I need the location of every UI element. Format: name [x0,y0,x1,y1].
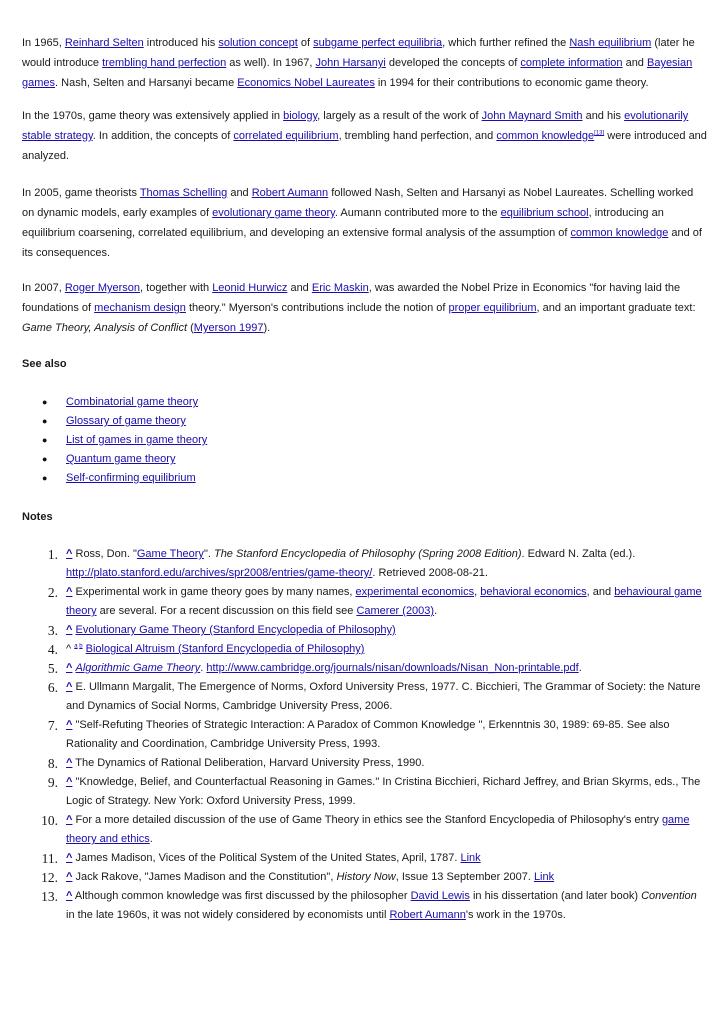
note-backlink[interactable]: ^ [66,776,73,788]
link-proper-equilibrium[interactable]: proper equilibrium [448,302,537,314]
link-combinatorial-game-theory[interactable]: Combinatorial game theory [66,396,199,408]
note-item: 5. ^ Algorithmic Game Theory. http://www.cambridge.org/journals/nisan/downloads/Nisan_Non-printable.pdf. [47,661,582,676]
note-backlink[interactable]: ^ [66,871,73,883]
link-evolutionary-game-theory-sep[interactable]: Evolutionary Game Theory (Stanford Encyclopedia of Philosophy) [75,624,396,636]
list-item [0,412,700,431]
note-item: 10. ^ For a more detailed discussion of the use of Game Theory in ethics see the Stanford Encyclopedia of Philosophy's entry game theory and ethics. [41,813,690,845]
link-david-lewis[interactable]: David Lewis [410,890,470,902]
list-item [0,469,700,488]
note-backlink[interactable]: ^ [66,719,73,731]
link-self-confirming-equilibrium[interactable]: Self-confirming equilibrium [66,472,196,484]
note-item: 9. ^ "Knowledge, Belief, and Counterfactual Reasoning in Games." In Cristina Bicchieri, Richard Jeffrey, and Brian Skyrms, eds., The Logic of Strategy. New York: Oxford University Press, 1999. [47,775,701,807]
note-item: 8. ^ The Dynamics of Rational Deliberation, Harvard University Press, 1990. [47,756,425,771]
note-item: 1. ^ Ross, Don. "Game Theory". The Stanford Encyclopedia of Philosophy (Spring 2008 Edition). Edward N. Zalta (ed.). http://plato.stanford.edu/archives/spr2008/entries/game-theory/. Retrieved 2008-08-21. [47,547,636,579]
link-reinhard-selten[interactable]: Reinhard Selten [64,37,144,49]
link-experimental-economics[interactable]: experimental economics [355,586,475,598]
citation-13[interactable]: [13] [594,130,605,137]
link-evolutionary-game-theory[interactable]: evolutionary game theory [212,207,335,219]
link-roger-myerson[interactable]: Roger Myerson [64,282,141,294]
link-common-knowledge-2[interactable]: common knowledge [570,227,669,239]
note-backlink[interactable]: ^ [66,890,73,902]
link-thomas-schelling[interactable]: Thomas Schelling [139,187,228,199]
note-backlink[interactable]: ^ [66,681,73,693]
link-behavioural-game-theory[interactable]: behavioural game theory [66,586,702,617]
link-evolutionarily-stable-strategy[interactable]: evolutionarily stable strategy [22,110,689,142]
link-quantum-game-theory[interactable]: Quantum game theory [66,453,176,465]
link-game-theory-sep[interactable]: Game Theory [136,548,204,560]
note-item: 2. ^ Experimental work in game theory goes by many names, experimental economics, behavioral economics, and behavioural game theory are several. For a recent discussion on this field see Camerer (2003). [47,585,702,617]
note-backlink[interactable]: ^ [66,548,73,560]
note-backlink[interactable]: ^ [66,624,73,636]
list-item [0,393,700,412]
link-biology[interactable]: biology [283,110,318,122]
link-correlated-equilibrium[interactable]: correlated equilibrium [233,130,339,142]
link-plato-url[interactable]: http://plato.stanford.edu/archives/spr2008/entries/game-theory/ [66,567,373,579]
link-camerer-2003[interactable]: Camerer (2003) [356,605,435,617]
link-subgame-perfect-equilibria[interactable]: subgame perfect equilibria [313,37,443,49]
link-cambridge-url[interactable]: http://www.cambridge.org/journals/nisan/downloads/Nisan_Non-printable.pdf [206,662,579,674]
link-biological-altruism[interactable]: Biological Altruism (Stanford Encyclopedia of Philosophy) [85,643,365,655]
link-madison-vices[interactable]: Link [460,852,481,864]
link-list-of-games[interactable]: List of games in game theory [66,434,208,446]
note-backlink[interactable]: ^ [66,852,73,864]
note-backlink-b[interactable]: b [79,643,83,650]
note-backlink-a[interactable]: a [74,643,78,650]
note-backlink[interactable]: ^ [66,662,73,674]
link-john-harsanyi[interactable]: John Harsanyi [315,57,386,69]
link-algorithmic-game-theory[interactable]: Algorithmic Game Theory [75,662,201,674]
link-common-knowledge[interactable]: common knowledge [496,130,595,142]
note-item: 7. ^ "Self-Refuting Theories of Strategic Interaction: A Paradox of Common Knowledge ", Erkenntnis 30, 1989: 69-85. See also Rationality and Coordination, Cambridge University Press, 1993. [47,718,670,750]
link-complete-information[interactable]: complete information [520,57,623,69]
link-leonid-hurwicz[interactable]: Leonid Hurwicz [212,282,288,294]
see-also-list [0,393,700,488]
paragraph-1965: In 1965, Reinhard Selten introduced his solution concept of subgame perfect equilibria, which further refined the Nash equilibrium (later he would introduce trembling hand perfection as well). In 1967, John Harsanyi developed the concepts of complete information and Bayesian games. Nash, Selten and Harsanyi became Economics Nobel Laureates in 1994 for their contributions to economic game theory. [22,37,695,89]
link-behavioral-economics[interactable]: behavioral economics [480,586,587,598]
heading-notes: Notes [22,511,53,523]
heading-see-also: See also [22,358,67,370]
note-item: 4. ^ $^{a b}$ Biological Altruism (Stanford Encyclopedia of Philosophy) [47,642,365,657]
link-mechanism-design[interactable]: mechanism design [94,302,186,314]
link-equilibrium-school[interactable]: equilibrium school [500,207,589,219]
note-item: 12. ^ Jack Rakove, "James Madison and the Constitution", History Now, Issue 13 September 2007. Link [41,870,555,885]
list-item [0,431,700,450]
note-backlink[interactable]: ^ [66,757,73,769]
link-john-maynard-smith[interactable]: John Maynard Smith [481,110,583,122]
link-nash-equilibrium[interactable]: Nash equilibrium [569,37,652,49]
link-robert-aumann[interactable]: Robert Aumann [251,187,329,199]
paragraph-1970s: In the 1970s, game theory was extensively applied in biology, largely as a result of the work of John Maynard Smith and his evolutionarily stable strategy. In addition, the concepts of correlated equilibrium, trembling hand perfection, and common knowledge[13] were introduced and analyzed. [22,110,707,162]
link-game-theory-and-ethics[interactable]: game theory and ethics [66,814,690,845]
note-backlink[interactable]: ^ [66,814,73,826]
paragraph-2007: In 2007, Roger Myerson, together with Leonid Hurwicz and Eric Maskin, was awarded the Nobel Prize in Economics "for having laid the foundations of mechanism design theory." Myerson's contributions include the notion of proper equilibrium, and an important graduate text: Game Theory, Analysis of Conflict (Myerson 1997). [22,282,696,334]
link-solution-concept[interactable]: solution concept [218,37,298,49]
link-glossary-of-game-theory[interactable]: Glossary of game theory [66,415,186,427]
notes-list [0,545,708,925]
note-backlink[interactable]: ^ [66,586,73,598]
link-robert-aumann-2[interactable]: Robert Aumann [389,909,466,921]
link-history-now[interactable]: Link [533,871,555,883]
link-bayesian-games[interactable]: Bayesian games [22,57,693,89]
link-economics-nobel-laureates[interactable]: Economics Nobel Laureates [237,77,375,89]
note-item: 11. ^ James Madison, Vices of the Political System of the United States, April, 1787. Link [41,851,481,866]
link-eric-maskin[interactable]: Eric Maskin [311,282,369,294]
paragraph-2005: In 2005, game theorists Thomas Schelling and Robert Aumann followed Nash, Selten and Harsanyi as Nobel Laureates. Schelling worked on dynamic models, early examples of evolutionary game theory. Aumann contributed more to the equilibrium school, introducing an equilibrium coarsening, correlated equilibrium, and developing an extensive formal analysis of the assumption of common knowledge and of its consequences. [22,187,702,259]
link-myerson-1997[interactable]: Myerson 1997 [193,322,264,334]
note-item: 3. ^ Evolutionary Game Theory (Stanford Encyclopedia of Philosophy) [47,623,396,638]
note-item: 6. ^ E. Ullmann Margalit, The Emergence of Norms, Oxford University Press, 1977. C. Bicchieri, The Grammar of Society: the Nature and Dynamics of Social Norms, Cambridge University Press, 2006. [47,680,701,712]
note-item: 13. ^ Although common knowledge was first discussed by the philosopher David Lewis in his dissertation (and later book) Convention in the late 1960s, it was not widely considered by economists until Robert Aumann's work in the 1970s. [41,889,697,921]
list-item [0,450,700,469]
link-trembling-hand-perfection[interactable]: trembling hand perfection [102,57,227,69]
